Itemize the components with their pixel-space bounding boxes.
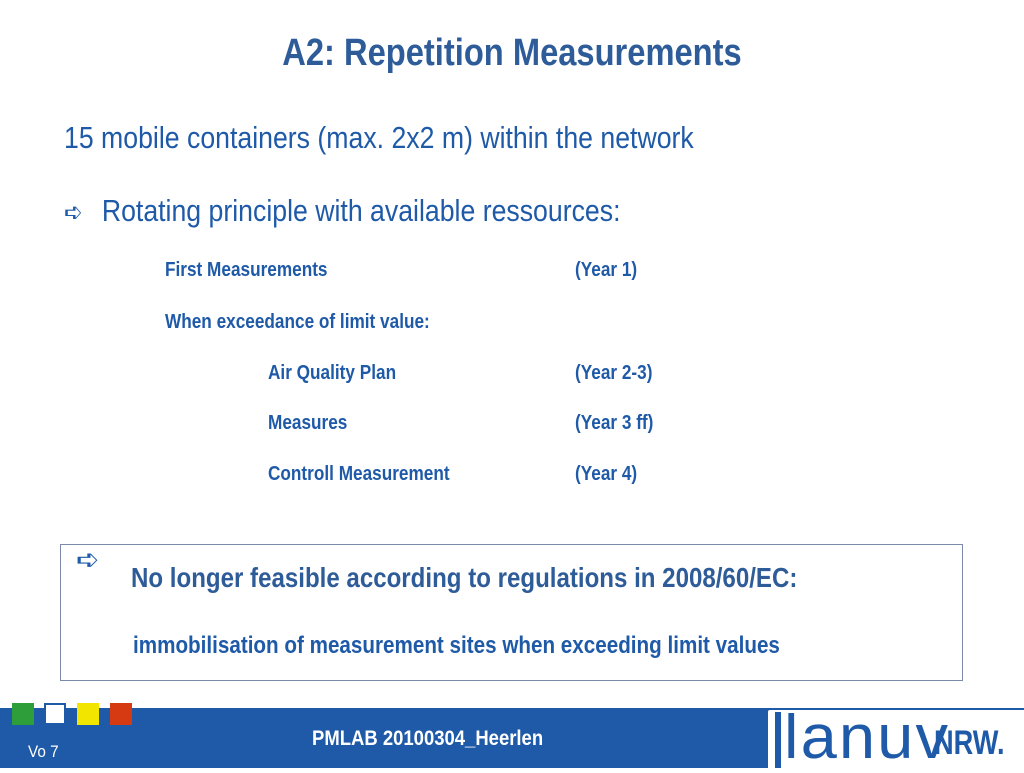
controll-measurement-label: Controll Measurement [268, 463, 450, 485]
logo-bar [775, 712, 781, 768]
arrow-icon: ➪ [76, 544, 100, 575]
intro-text: 15 mobile containers (max. 2x2 m) within the network [64, 120, 694, 155]
yellow-square-icon [77, 703, 99, 725]
notice-detail: immobilisation of measurement sites when exceeding limit values [133, 632, 780, 659]
first-measurements-label: First Measurements [165, 259, 328, 281]
principle-line [64, 193, 620, 229]
white-square-icon [44, 703, 66, 725]
page-number: Vo 7 [28, 742, 59, 761]
first-measurements-year: (Year 1) [575, 259, 638, 281]
logo-nrw-text: NRW. [934, 724, 1005, 762]
logo-main-text: lanuv [784, 703, 951, 772]
measures-label: Measures [268, 412, 348, 434]
air-quality-plan-year: (Year 2-3) [575, 362, 653, 384]
arrow-icon: ➪ [64, 197, 83, 227]
controll-measurement-year: (Year 4) [575, 463, 638, 485]
red-square-icon [110, 703, 132, 725]
measures-year: (Year 3 ff) [575, 412, 654, 434]
principle-text: Rotating principle with available ressources: [101, 193, 621, 228]
notice-heading: No longer feasible according to regulations in 2008/60/EC: [131, 562, 798, 593]
exceedance-label: When exceedance of limit value: [165, 311, 430, 333]
air-quality-plan-label: Air Quality Plan [268, 362, 397, 384]
slide-title: A2: Repetition Measurements [282, 32, 742, 74]
footer-title: PMLAB 20100304_Heerlen [312, 727, 544, 750]
green-square-icon [12, 703, 34, 725]
